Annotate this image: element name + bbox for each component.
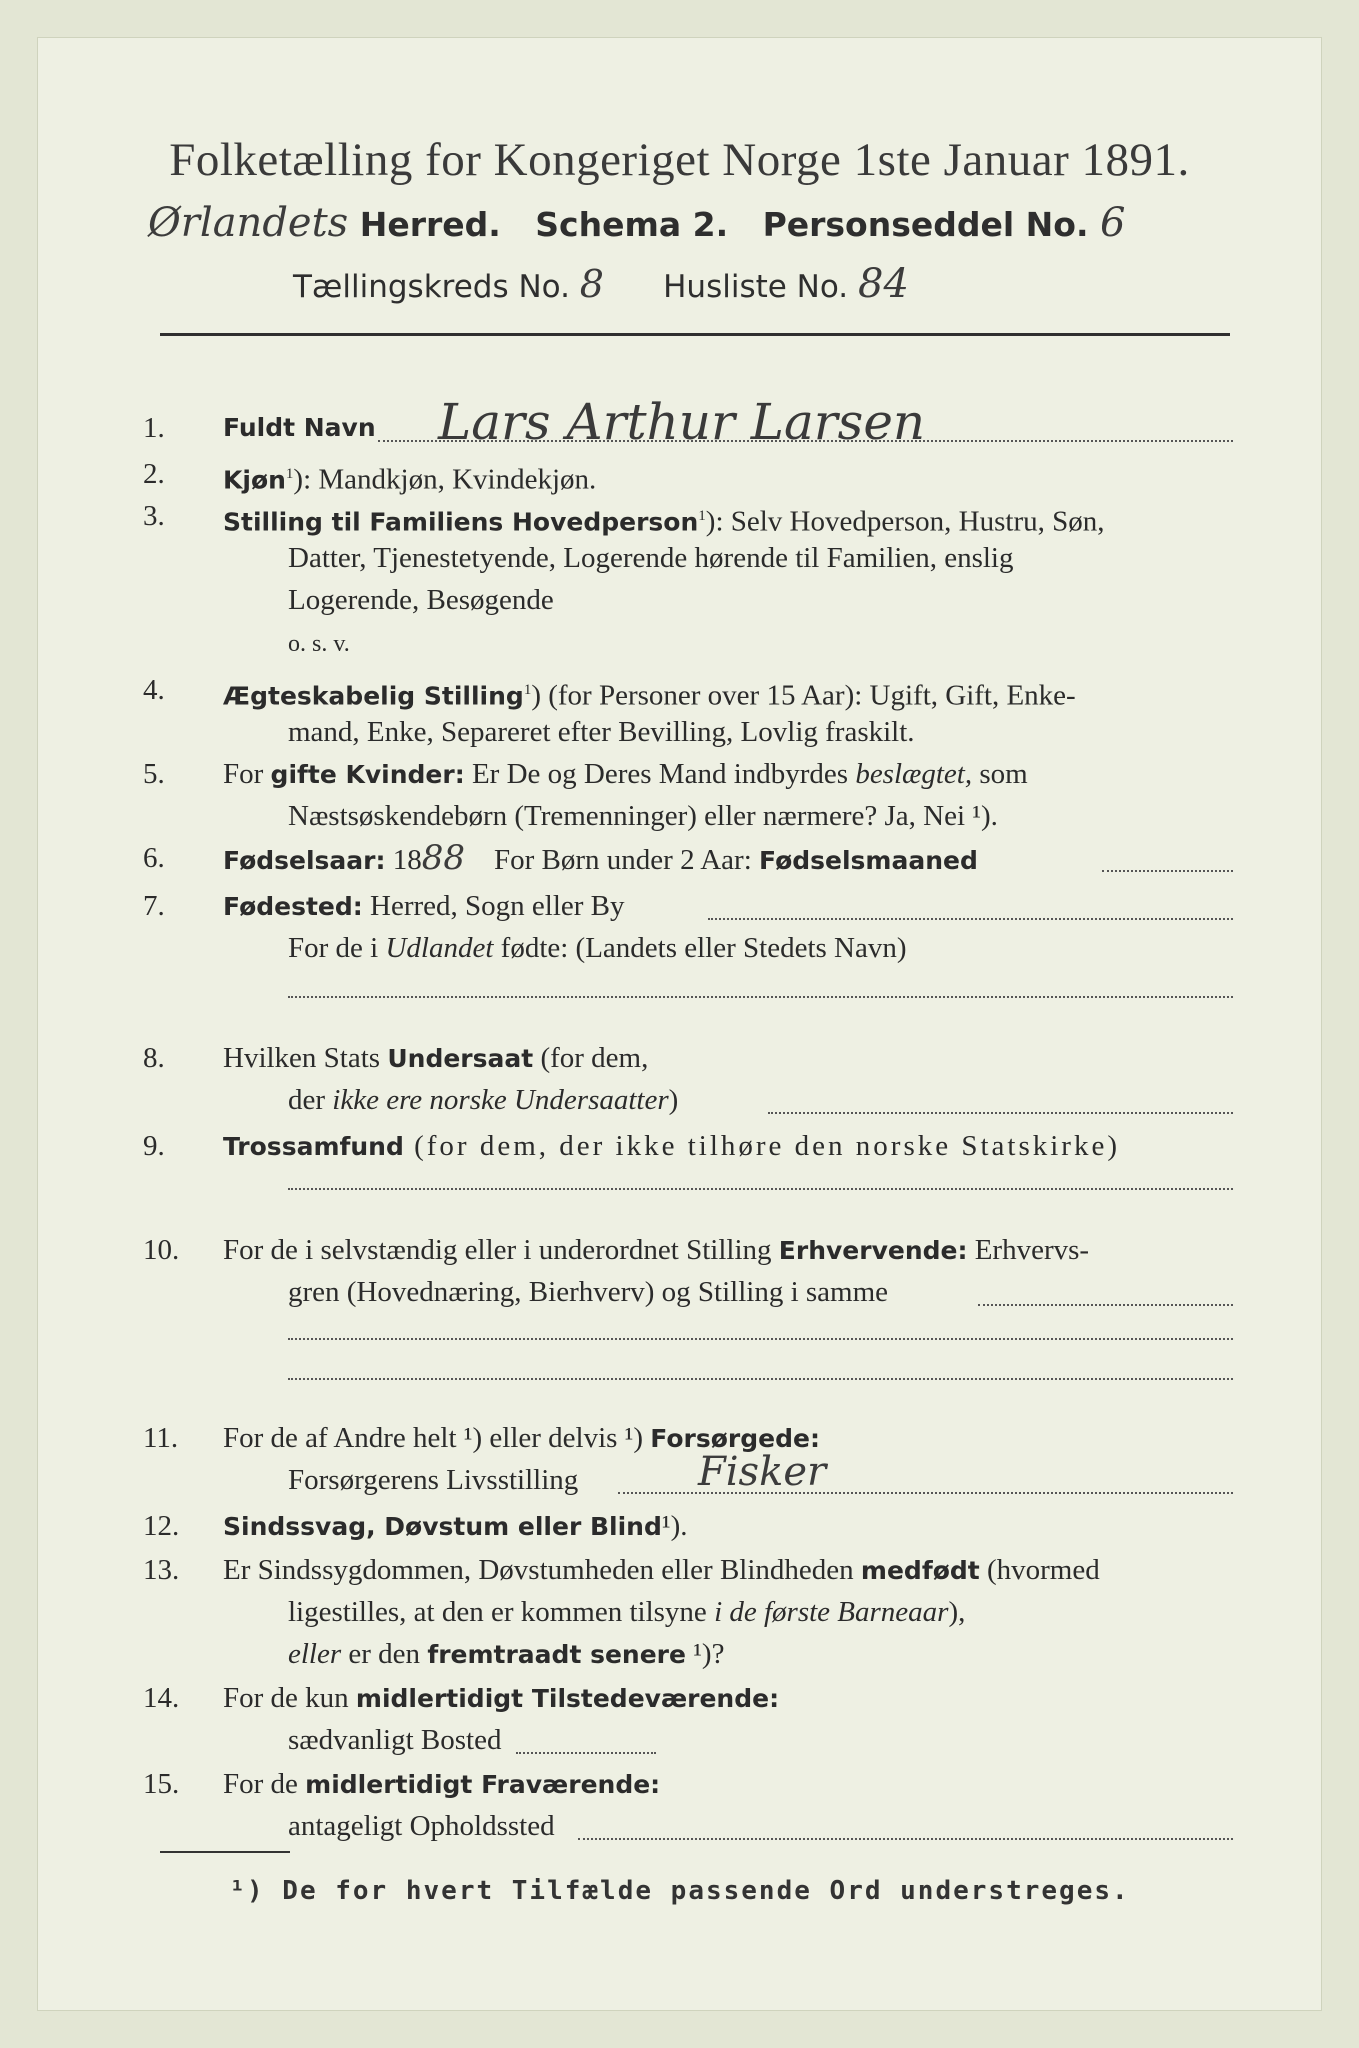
item-label: Kjøn [223, 465, 286, 495]
item-text: ligestilles, at den er kommen tilsyne i de første Barneaar), [288, 1596, 966, 1628]
item-13-line2 [38, 1592, 1321, 1632]
item-number: 8. [143, 1042, 165, 1074]
item-label: gifte Kvinder: [270, 760, 465, 789]
item-text: Fødested: Herred, Sogn eller By [223, 890, 625, 922]
item-text: der ikke ere norske Undersaatter) [288, 1084, 679, 1116]
item-10-line2 [38, 1272, 1321, 1312]
item-text: o. s. v. [288, 631, 350, 657]
item-11 [38, 1418, 1321, 1458]
item-text: gren (Hovednæring, Bierhverv) og Stilling i samme [288, 1276, 889, 1308]
item-14-line2 [38, 1720, 1321, 1760]
name-value: Lars Arthur Larsen [438, 393, 926, 451]
item-text: Logerende, Besøgende [288, 584, 554, 616]
item-11-line2 [38, 1449, 1321, 1500]
dotted-line [768, 1112, 1233, 1114]
item-13-line3 [38, 1634, 1321, 1674]
item-text: Næstsøskendebørn (Tremenninger) eller nærmere? Ja, Nei ¹). [288, 800, 998, 832]
item-9 [38, 1126, 1321, 1166]
dotted-line [288, 996, 1233, 998]
item-text: Fødselsaar: 1888 For Børn under 2 Aar: Fødselsmaaned [223, 838, 978, 878]
item-number: 14. [143, 1682, 180, 1714]
husliste-value: 84 [858, 261, 909, 307]
item-label: Erhvervende: [778, 1236, 968, 1265]
personseddel-value: 6 [1100, 200, 1126, 246]
item-rest: ): Selv Hovedperson, Hustru, Søn, [705, 505, 1105, 538]
item-text: Hvilken Stats Undersaat (for dem, [223, 1042, 649, 1074]
item-14 [38, 1678, 1321, 1718]
item-text: Stilling til Familiens Hovedperson$^1$): Selv Hovedperson, Hustru, Søn, [223, 505, 1105, 538]
item-number: 10. [143, 1234, 180, 1266]
item-text: Datter, Tjenestetyende, Logerende hørende til Familien, enslig [288, 542, 1014, 574]
item-label: midlertidigt Fraværende: [305, 1770, 661, 1799]
item-label: Stilling til Familiens Hovedperson [223, 507, 699, 537]
dotted-line [708, 918, 1233, 920]
personseddel-label: Personseddel No. [762, 205, 1089, 244]
item-label: Forsørgede: [650, 1424, 820, 1453]
item-12 [38, 1506, 1321, 1546]
item-number: 3. [143, 500, 165, 532]
item-6 [38, 838, 1321, 878]
item-15-line2 [38, 1806, 1321, 1846]
item-label: Fuldt Navn [223, 413, 376, 442]
item-text: Ægteskabelig Stilling$^1$) (for Personer over 15 Aar): Ugift, Gift, Enke- [223, 679, 1076, 712]
item-label: Sindssvag, Døvstum eller Blind [223, 1512, 662, 1541]
footnote-rule [160, 1851, 290, 1853]
schema-label: Schema 2. [535, 205, 729, 244]
kreds-label: Tællingskreds No. [293, 269, 570, 305]
item-3-line4 [38, 624, 1321, 664]
item-3 [38, 496, 1321, 536]
item-3-line3 [38, 580, 1321, 620]
dotted-line [618, 1492, 1233, 1494]
dotted-line [578, 1838, 1233, 1840]
item-label: Undersaat [387, 1044, 534, 1073]
item-7 [38, 886, 1321, 926]
herred-label: Herred. [359, 205, 501, 244]
item-8 [38, 1038, 1321, 1078]
item-4 [38, 670, 1321, 710]
item-rest: ) (for Personer over 15 Aar): Ugift, Gift, Enke- [531, 679, 1076, 712]
item-text: For de i Udlandet fødte: (Landets eller Stedets Navn) [288, 932, 907, 964]
form-title: Folketælling for Kongeriget Norge 1ste Januar 1891. [169, 134, 1190, 186]
item-text: antageligt Opholdssted [288, 1810, 555, 1842]
item-label: midlertidigt Tilstedeværende: [355, 1684, 780, 1713]
item-text [223, 454, 596, 501]
item-number: 12. [143, 1510, 180, 1542]
footnote-mark: 1 [285, 466, 294, 482]
census-form [38, 38, 1321, 2010]
item-label: medfødt [860, 1556, 980, 1585]
item-text: Trossamfund (for dem, der ikke tilhøre den norske Statskirke) [223, 1130, 1120, 1162]
item-number: 7. [143, 890, 165, 922]
item-text: For de i selvstændig eller i underordnet Stilling Erhvervende: Erhvervs- [223, 1234, 1090, 1266]
item-15 [38, 1764, 1321, 1804]
kreds-value: 8 [579, 262, 604, 306]
item-8-line2 [38, 1080, 1321, 1120]
header-rule [160, 333, 1230, 336]
item-text: For gifte Kvinder: Er De og Deres Mand indbyrdes beslægtet, som [223, 758, 1028, 790]
item-number: 5. [143, 758, 165, 790]
item-13 [38, 1550, 1321, 1590]
item-text: For de midlertidigt Fraværende: [223, 1768, 661, 1800]
item-number: 13. [143, 1554, 180, 1586]
item-text: For de kun midlertidigt Tilstedeværende: [223, 1682, 780, 1714]
item-10 [38, 1230, 1321, 1270]
item-3-line2 [38, 538, 1321, 578]
item-5-line2 [38, 796, 1321, 836]
item-text: mand, Enke, Separeret efter Bevilling, Lovlig fraskilt. [288, 716, 915, 748]
item-number: 4. [143, 674, 165, 706]
kreds-line [293, 261, 909, 307]
item-label: Fødselsaar: [223, 846, 386, 875]
item-text: Sindssvag, Døvstum eller Blind¹). [223, 1510, 688, 1542]
item-label: Trossamfund [223, 1132, 404, 1161]
item-text: Forsørgerens Livsstilling [288, 1464, 579, 1496]
dotted-line [516, 1752, 656, 1754]
item-number: 1. [143, 412, 165, 444]
item-label: Fødselsmaaned [759, 846, 978, 875]
herred-value: Ørlandets [148, 200, 349, 246]
item-number: 9. [143, 1130, 165, 1162]
item-text: Er Sindssygdommen, Døvstumheden eller Blindheden medfødt (hvormed [223, 1554, 1100, 1586]
dotted-line [288, 1338, 1233, 1340]
dotted-line [978, 1304, 1233, 1306]
item-label: Ægteskabelig Stilling [223, 681, 524, 711]
item-number: 15. [143, 1768, 180, 1800]
birth-year-value: 88 [421, 838, 466, 878]
husliste-label: Husliste No. [663, 269, 849, 305]
item-5 [38, 754, 1321, 794]
item-rest: ): Mandkjøn, Kvindekjøn. [293, 463, 597, 496]
item-number: 2. [143, 458, 165, 490]
item-label: Fødested: [223, 892, 363, 921]
herred-line [148, 200, 1125, 246]
item-2 [38, 454, 1321, 494]
dotted-line [1102, 870, 1233, 872]
dotted-line [288, 1378, 1233, 1380]
item-text: For de af Andre helt ¹) eller delvis ¹) Forsørgede: [223, 1422, 820, 1454]
dotted-line [288, 1188, 1233, 1190]
item-number: 11. [143, 1422, 179, 1454]
item-7-line2 [38, 928, 1321, 968]
provider-occupation-value: Fisker [698, 1449, 827, 1495]
item-text: eller er den fremtraadt senere ¹)? [288, 1638, 725, 1670]
item-4-line2 [38, 712, 1321, 752]
item-number: 6. [143, 842, 165, 874]
item-text: sædvanligt Bosted [288, 1724, 502, 1756]
footnote: ¹) De for hvert Tilfælde passende Ord understreges. [229, 1876, 1130, 1906]
